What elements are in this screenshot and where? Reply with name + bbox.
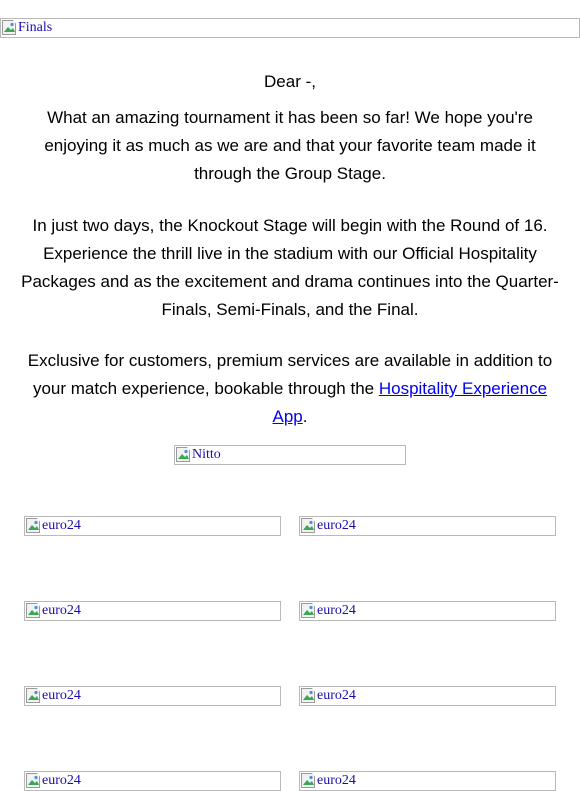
sponsor-image-alt: Nitto <box>192 447 221 462</box>
broken-image-icon <box>26 773 42 789</box>
broken-image-icon <box>176 447 192 463</box>
intro-paragraph: What an amazing tournament it has been so far! We hope you're enjoying it as much as we are and that your favorite team made it through the Group Stage. <box>44 108 536 183</box>
euro24-image[interactable] <box>24 686 281 706</box>
euro24-image-alt: euro24 <box>42 688 81 703</box>
euro24-image[interactable] <box>24 516 281 536</box>
euro24-image[interactable] <box>299 601 556 621</box>
broken-image-icon <box>26 603 42 619</box>
broken-image-icon <box>26 518 42 534</box>
broken-image-icon <box>301 603 317 619</box>
euro24-image-alt: euro24 <box>42 518 81 533</box>
premium-services-paragraph <box>20 347 560 431</box>
euro24-image-alt: euro24 <box>317 518 356 533</box>
euro24-image-alt: euro24 <box>42 603 81 618</box>
sponsor-image-nitto[interactable] <box>174 445 406 465</box>
euro24-image[interactable] <box>24 601 281 621</box>
euro24-image-alt: euro24 <box>42 773 81 788</box>
premium-services-text: Exclusive for customers, premium services are available in addition to your match experience, bookable through the <box>27 351 553 398</box>
broken-image-icon <box>301 773 317 789</box>
euro24-image-alt: euro24 <box>317 603 356 618</box>
knockout-stage-paragraph: In just two days, the Knockout Stage will begin with the Round of 16. Experience the thrill live in the stadium with our Official Hospitality Packages and as the excitement and drama continues into the Quarter-Finals, Semi-Finals, and the Final. <box>21 216 559 319</box>
greeting: Dear -, <box>264 72 316 91</box>
broken-image-icon <box>301 518 317 534</box>
euro24-image-alt: euro24 <box>317 773 356 788</box>
broken-image-icon <box>2 20 18 36</box>
premium-services-period: . <box>302 407 308 426</box>
broken-image-icon <box>26 688 42 704</box>
euro24-image[interactable] <box>299 516 556 536</box>
broken-image-icon <box>301 688 317 704</box>
hero-image-alt: Finals <box>18 20 53 35</box>
euro24-image-alt: euro24 <box>317 688 356 703</box>
hospitality-app-link[interactable]: Hospitality Experience App <box>272 379 548 426</box>
euro24-image[interactable] <box>299 686 556 706</box>
euro24-image[interactable] <box>24 771 281 791</box>
euro24-image[interactable] <box>299 771 556 791</box>
hero-image-finals[interactable] <box>0 18 580 38</box>
